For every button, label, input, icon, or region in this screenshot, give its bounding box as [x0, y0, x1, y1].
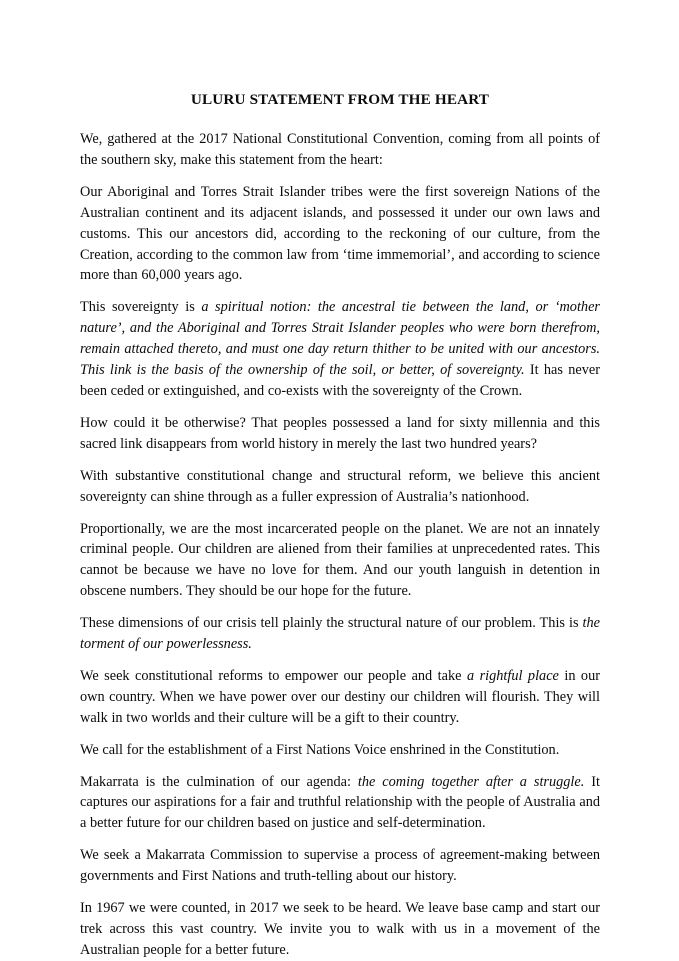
paragraph-text: How could it be otherwise? That peoples possessed a land for sixty millennia and this sacred link disappears from world history in merely the last two hundred years?: [80, 414, 600, 452]
paragraph-text-tail: It has never been ceded or extinguished, and co-exists with the sovereignty of the Crown.: [80, 362, 600, 399]
paragraph-text-italic: a rightful place: [466, 667, 559, 684]
paragraph-spiritual-notion: [80, 297, 600, 402]
paragraph-rightful-place: [80, 666, 600, 729]
paragraph-text-tail: It captures our aspirations for a fair and truthful relationship with the people of Australia and a better future for our children based on justice and self-determination.: [80, 773, 600, 832]
paragraph-text-lead: These dimensions of our crisis tell plainly the structural nature of our problem. This is: [80, 615, 583, 632]
paragraph-first-nations-voice: [80, 740, 600, 761]
paragraph-text: Proportionally, we are the most incarcerated people on the planet. We are not an innately criminal people. Our children are aliened from their families at unprecedented rates. This cannot be because we have no love for them. And our youth languish in detention in obscene numbers. They should be our hope for the future.: [80, 520, 600, 600]
paragraph-makarrata-commission: [80, 845, 600, 887]
paragraph-incarceration: [80, 519, 600, 603]
paragraph-text-italic: the torment of our powerlessness.: [80, 615, 600, 653]
paragraph-text-lead: Makarrata is the culmination of our agenda:: [80, 773, 358, 790]
paragraph-text: We, gathered at the 2017 National Constitutional Convention, coming from all points of the southern sky, make this statement from the heart:: [80, 131, 600, 168]
paragraph-closing: [80, 898, 600, 961]
paragraph-opening: [80, 129, 600, 171]
paragraph-text-italic: a spiritual notion: the ancestral tie between the land, or ‘mother nature’, and the Aboriginal and Torres Strait Islander peoples who were born therefrom, remain attached thereto, and must one day return thither to be united with our ancestors. This link is the basis of the ownership of the soil, or better, of sovereignty.: [80, 299, 600, 379]
paragraph-how-could-it-be-otherwise: [80, 413, 600, 455]
paragraph-text-lead: We seek constitutional reforms to empower our people and take: [80, 667, 467, 684]
paragraph-sovereign-nations: [80, 182, 600, 287]
document-body: [80, 129, 600, 961]
paragraph-text: We seek a Makarrata Commission to supervise a process of agreement-making between governments and First Nations and truth-telling about our history.: [80, 847, 600, 885]
paragraph-makarrata: [80, 772, 600, 835]
paragraph-text: In 1967 we were counted, in 2017 we seek to be heard. We leave base camp and start our trek across this vast country. We invite you to walk with us in a movement of the Australian people for a better future.: [80, 900, 600, 958]
paragraph-torment-of-powerlessness: [80, 613, 600, 655]
paragraph-text: With substantive constitutional change and structural reform, we believe this ancient sovereignty can shine through as a fuller expression of Australia’s nationhood.: [80, 467, 600, 505]
paragraph-text-lead: This sovereignty is: [80, 299, 202, 316]
page-title: ULURU STATEMENT FROM THE HEART: [190, 91, 490, 109]
paragraph-text-tail: in our own country. When we have power over our destiny our children will flourish. They will walk in two worlds and their culture will be a gift to their country.: [80, 667, 600, 726]
paragraph-text: We call for the establishment of a First Nations Voice enshrined in the Constitution.: [80, 741, 560, 758]
paragraph-text: Our Aboriginal and Torres Strait Islander tribes were the first sovereign Nations of the Australian continent and its adjacent islands, and possessed it under our own laws and customs. This our ancestors did, according to the reckoning of our culture, from the Creation, according to the common law from ‘time immemorial’, and according to science more than 60,000 years ago.: [80, 183, 600, 284]
paragraph-substantive-change: [80, 466, 600, 508]
paragraph-text-italic: the coming together after a struggle.: [357, 773, 585, 790]
